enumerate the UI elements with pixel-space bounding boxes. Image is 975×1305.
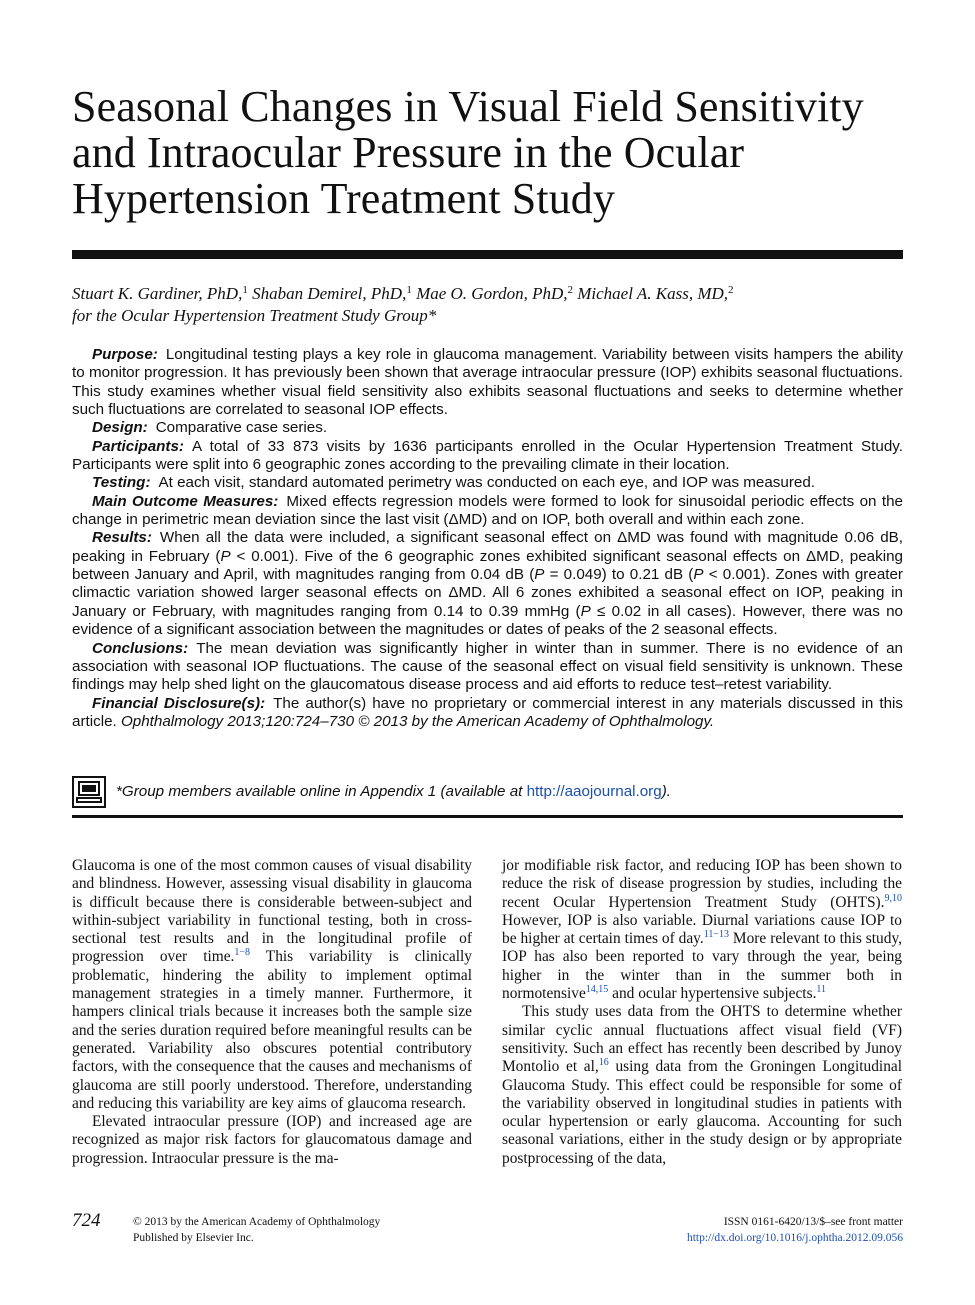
study-group: for the Ocular Hypertension Treatment Study Group* (72, 306, 437, 325)
author-list (72, 283, 902, 327)
reference-link[interactable]: 14,15 (585, 984, 609, 996)
page-number: 724 (72, 1210, 101, 1231)
author-kass: Michael A. Kass, MD, (577, 284, 729, 303)
abstract-text: ≤ 0.02 in all cases). However, there was no evidence of a significant association between the magnitudes or dates of peaks of the 2 seasonal effects. (72, 602, 903, 639)
abstract-text: A total of 33 873 visits by 1636 participants enrolled in the Ocular Hypertension Treatment Study. Participants were split into 6 geographic zones according to the prevailing climate in their location. (72, 437, 903, 474)
appendix-label: *Group members available online in Appendix 1 (available at (116, 783, 527, 800)
title-line-1: Seasonal Changes in Visual Field Sensitivity (72, 82, 864, 131)
p-symbol: P (693, 566, 704, 584)
affiliation-mark: 1 (406, 284, 412, 296)
appendix-note (72, 776, 903, 810)
abstract-rule (72, 815, 903, 818)
abstract-label: Main Outcome Measures: (92, 492, 279, 510)
body-text: This study uses data from the OHTS to determine whether similar cyclic annual fluctuations affect visual field (VF) sensitivity. Such an effect has recently been described by Junoy Montolio et al, (502, 1003, 902, 1076)
p-symbol: P (220, 547, 231, 565)
body-text: This variability is clinically problematic, hindering the ability to implement optimal management strategies in a timely manner. Furthermore, it hampers clinical trials because it increases both the sample size and the series duration required before meaningful results can be generated. Variability also obscures potential contributory factors, with the consequence that the causes and mechanisms of glaucoma are still poorly understood. Therefore, understanding and reducing this variability are key aims of glaucoma research. (72, 948, 472, 1112)
abstract-label: Testing: (92, 474, 151, 492)
abstract-text: When all the data were included, a significant seasonal effect on ΔMD was found with magnitude 0.06 dB, peaking in February ( (72, 529, 903, 565)
abstract-label: Conclusions: (92, 639, 189, 657)
abstract-text: < 0.001). Zones with greater climactic variation showed larger seasonal effects on ΔMD. All 6 zones exhibited a seasonal effect on IOP, peaking in January or February, with magnitudes ranging from 0.14 to 0.39 mmHg ( (72, 566, 903, 620)
abstract-text: The mean deviation was significantly higher in winter than in summer. There is no evidence of an association with seasonal IOP fluctuations. The cause of the seasonal effect on visual field sensitivity is unknown. These findings may help shed light on the glaucomatous disease process and aid efforts to reduce test–retest variability. (72, 639, 903, 694)
reference-link[interactable]: 1−8 (234, 947, 251, 959)
abstract-outcome-measures (72, 493, 903, 530)
reference-link[interactable]: 11−13 (703, 929, 729, 941)
title-line-2: and Intraocular Pressure in the Ocular (72, 128, 745, 177)
body-text: Elevated intraocular pressure (IOP) and increased age are recognized as major risk factors for glaucomatous damage and progression. Intraocular pressure is the ma- (72, 1113, 472, 1167)
appendix-end: ). (661, 783, 671, 800)
p-symbol: P (534, 566, 545, 584)
copyright-block (133, 1214, 380, 1246)
body-text: jor modifiable risk factor, and reducing IOP has been shown to reduce the risk of disease progression by studies, including the recent Ocular Hypertension Treatment Study (OHTS). (502, 857, 902, 911)
issn-block (687, 1214, 903, 1246)
body-paragraph (502, 1003, 902, 1168)
title-line-3: Hypertension Treatment Study (72, 174, 616, 223)
abstract-testing (72, 474, 903, 492)
author-gardiner: Stuart K. Gardiner, PhD, (72, 284, 243, 303)
body-text: using data from the Groningen Longitudinal Glaucoma Study. This effect could be responsible for some of the variability observed in longitudinal studies in patients with ocular hypertension or early glaucoma. Accounting for such seasonal variations, either in the study design or by appropriate postprocessing of the data, (502, 1058, 902, 1167)
abstract-label: Purpose: (92, 346, 158, 363)
abstract-text: The author(s) have no proprietary or commercial interest in any materials discussed in this article. (72, 694, 903, 730)
author-gordon: Mae O. Gordon, PhD, (416, 284, 568, 303)
doi-link[interactable]: http://dx.doi.org/10.1016/j.ophtha.2012.09.056 (686, 1232, 903, 1244)
aaojournal-link[interactable]: http://aaojournal.org (526, 783, 662, 800)
title-rule (72, 250, 903, 259)
abstract-text: Comparative case series. (155, 419, 328, 437)
abstract-text: At each visit, standard automated perimetry was conducted on each eye, and IOP was measured. (158, 474, 816, 492)
abstract-disclosure (72, 695, 903, 732)
reference-link[interactable]: 11 (816, 984, 827, 996)
abstract-label: Financial Disclosure(s): (92, 694, 266, 712)
body-column-right (502, 857, 902, 1168)
body-paragraph (72, 1113, 472, 1168)
page-footer (72, 1210, 903, 1250)
affiliation-mark: 2 (567, 284, 573, 296)
article-title (72, 84, 912, 222)
abstract-results (72, 529, 903, 639)
abstract-text: = 0.049) to 0.21 dB ( (544, 566, 694, 584)
publisher-text: Published by Elsevier Inc. (133, 1232, 254, 1244)
journal-citation: Ophthalmology 2013;120:724–730 © 2013 by the American Academy of Ophthalmology. (120, 712, 715, 730)
abstract-text: < 0.001). Five of the 6 geographic zones exhibited significant seasonal effects on ΔMD, peaking between January and April, with magnitudes ranging from 0.04 dB ( (72, 547, 903, 584)
body-text: However, IOP is also variable. Diurnal variations cause IOP to be higher at certain times of day. (502, 911, 902, 948)
affiliation-mark: 2 (728, 284, 734, 296)
reference-link[interactable]: 16 (598, 1057, 609, 1069)
body-paragraph (502, 857, 902, 1003)
copyright-text: © 2013 by the American Academy of Ophthalmology (133, 1216, 381, 1228)
abstract-label: Participants: (92, 437, 184, 455)
affiliation-mark: 1 (242, 284, 248, 296)
body-text: More relevant to this study, IOP has also been reported to vary through the year, being higher in the winter than in the summer both in normotensive (502, 930, 902, 1003)
abstract-label: Design: (92, 419, 148, 437)
appendix-text (116, 783, 671, 800)
body-column-left (72, 857, 472, 1168)
abstract-text: Longitudinal testing plays a key role in glaucoma management. Variability between visits hampers the ability to monitor progression. It has previously been shown that average intraocular pressure (IOP) exhibits seasonal fluctuations. This study examines whether visual field sensitivity also exhibits seasonal fluctuations and seeks to determine whether such fluctuations are correlated to seasonal IOP effects. (72, 346, 903, 419)
abstract (72, 346, 903, 731)
issn-text: ISSN 0161-6420/13/$–see front matter (723, 1216, 903, 1228)
body-text: Glaucoma is one of the most common causes of visual disability and blindness. However, assessing visual disability in glaucoma is difficult because there is considerable between-subject and within-subject variability in functional testing, both in cross-sectional test results and in the longitudinal profile of progression over time. (72, 857, 472, 966)
body-text: and ocular hypertensive subjects. (608, 985, 817, 1003)
body-paragraph (72, 857, 472, 1113)
abstract-participants (72, 438, 903, 475)
p-symbol: P (580, 602, 591, 620)
abstract-design (72, 419, 903, 437)
abstract-purpose (72, 346, 903, 419)
online-supplement-icon (72, 776, 106, 808)
abstract-conclusions (72, 640, 903, 695)
reference-link[interactable]: 9,10 (884, 892, 902, 904)
abstract-label: Results: (92, 529, 152, 547)
abstract-text: Mixed effects regression models were formed to look for sinusoidal periodic effects on the change in perimetric mean deviation since the last visit (ΔMD) and on IOP, both overall and within each zone. (72, 492, 903, 529)
author-demirel: Shaban Demirel, PhD, (252, 284, 407, 303)
